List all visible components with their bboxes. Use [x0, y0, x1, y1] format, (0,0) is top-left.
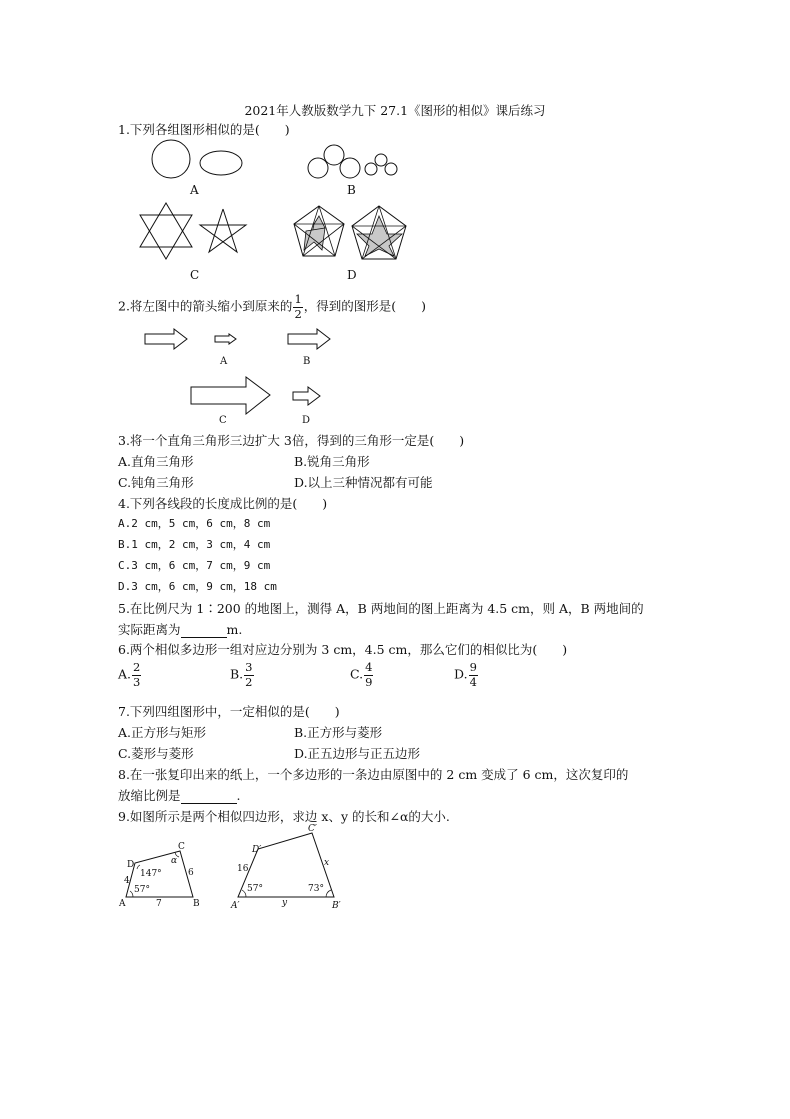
- q9-fig1-label-b: B: [193, 899, 200, 909]
- q9-fig1-label-d: D: [127, 860, 135, 870]
- q5-answer-blank[interactable]: [181, 622, 227, 638]
- q2-original-arrow: [144, 328, 188, 350]
- q2-frac-den: 2: [294, 306, 302, 321]
- q3-option-d: D.以上三种情况都有可能: [294, 475, 433, 490]
- q9-quadrilateral-abcd: [118, 838, 208, 910]
- q1-label-d: D: [347, 268, 357, 282]
- q6-option-d: [454, 662, 479, 688]
- question-1-stem: 1.下列各组图形相似的是( ): [118, 122, 290, 137]
- q2-stem-before: 2.将左图中的箭头缩小到原来的: [118, 298, 293, 314]
- q9-fig2-angle-a: 57°: [247, 884, 263, 894]
- q6-option-d-letter: D.: [454, 666, 468, 682]
- q4-option-a: A.2 cm，5 cm，6 cm，8 cm: [118, 517, 271, 530]
- q9-fig1-side-bc: 6: [188, 868, 194, 878]
- q2-label-c: C: [219, 415, 227, 426]
- question-5-line-2: [118, 620, 242, 638]
- q7-option-d: D.正五边形与正五边形: [294, 746, 421, 761]
- q2-label-a: A: [220, 356, 228, 367]
- question-8-line-1: 8.在一张复印出来的纸上，一个多边形的一条边由原图中的 2 cm 变成了 6 cm，这次复印的: [118, 767, 629, 782]
- q6-option-b-letter: B.: [230, 666, 244, 682]
- q7-option-a: A.正方形与矩形: [118, 725, 207, 740]
- q2-label-d: D: [302, 415, 311, 426]
- q6-option-c-den: 9: [365, 674, 373, 689]
- q6-option-c-letter: C.: [350, 666, 364, 682]
- q6-option-c: [350, 662, 374, 688]
- q3-option-a: A.直角三角形: [118, 454, 194, 469]
- q9-fig1-label-a: A: [119, 899, 126, 909]
- q1-figure-c: [136, 200, 256, 262]
- q2-stem-after: ，得到的图形是( ): [303, 298, 427, 314]
- q6-option-d-num: 9: [469, 660, 477, 674]
- q6-option-a-num: 2: [133, 660, 141, 674]
- q4-option-c: C.3 cm，6 cm，7 cm，9 cm: [118, 559, 271, 572]
- q1-figure-a: [150, 138, 250, 183]
- q6-option-b-den: 2: [245, 674, 253, 689]
- q2-arrow-b: [287, 328, 331, 350]
- q3-option-c: C.钝角三角形: [118, 475, 194, 490]
- q4-option-d: D.3 cm，6 cm，9 cm，18 cm: [118, 580, 277, 593]
- q5-line2-before: 实际距离为: [118, 622, 181, 637]
- q1-label-b: B: [347, 183, 356, 197]
- q7-option-b: B.正方形与菱形: [294, 725, 383, 740]
- question-2-stem: [118, 294, 426, 320]
- q7-option-c: C.菱形与菱形: [118, 746, 194, 761]
- q9-fig1-label-c: C: [178, 842, 185, 852]
- question-4-stem: 4.下列各线段的长度成比例的是( ): [118, 496, 328, 511]
- q2-arrow-d: [292, 386, 322, 406]
- question-3-stem: 3.将一个直角三角形三边扩大 3倍，得到的三角形一定是( ): [118, 433, 465, 448]
- q4-option-b: B.1 cm，2 cm，3 cm，4 cm: [118, 538, 271, 551]
- q8-answer-blank[interactable]: [181, 788, 237, 804]
- q9-fig2-side-ab: y: [282, 898, 288, 908]
- q9-fig2-label-b: B′: [332, 901, 341, 911]
- q9-fig2-side-ad: 16: [237, 864, 249, 874]
- q1-figure-d: [292, 204, 416, 264]
- q9-fig2-side-bc: x: [324, 858, 330, 868]
- question-5-line-1: 5.在比例尺为 1∶200 的地图上，测得 A，B 两地间的图上距离为 4.5 cm，则 A，B 两地间的: [118, 601, 644, 616]
- question-8-line-2: [118, 786, 241, 804]
- q9-fig1-angle-d: 147°: [140, 869, 162, 879]
- q5-line2-after: m.: [226, 622, 243, 637]
- q8-line2-before: 放缩比例是: [118, 788, 181, 803]
- q1-label-c: C: [190, 268, 200, 282]
- q1-label-a: A: [190, 183, 199, 197]
- q9-fig2-angle-b: 73°: [308, 884, 324, 894]
- q9-fig1-angle-a: 57°: [134, 885, 150, 895]
- question-6-stem: 6.两个相似多边形一组对应边分别为 3 cm，4.5 cm，那么它们的相似比为( ): [118, 642, 568, 657]
- q6-option-a: [118, 662, 142, 688]
- question-7-stem: 7.下列四组图形中，一定相似的是( ): [118, 704, 340, 719]
- q2-fraction: [293, 294, 302, 320]
- q3-option-b: B.锐角三角形: [294, 454, 370, 469]
- q6-option-d-den: 4: [469, 674, 477, 689]
- q9-fig2-label-d: D′: [252, 845, 262, 855]
- page-title: 2021年人教版数学九下 27.1《图形的相似》课后练习: [244, 103, 546, 118]
- q2-frac-num: 1: [294, 292, 302, 306]
- q6-option-b-num: 3: [245, 660, 253, 674]
- q2-label-b: B: [303, 356, 311, 367]
- question-9-stem: 9.如图所示是两个相似四边形，求边 x、y 的长和∠α的大小.: [118, 809, 450, 824]
- q2-arrow-c: [190, 376, 272, 416]
- q6-option-a-den: 3: [133, 674, 141, 689]
- q6-option-a-letter: A.: [118, 666, 132, 682]
- q9-fig2-label-a: A′: [231, 901, 240, 911]
- q9-fig2-label-c: C′: [308, 824, 317, 834]
- q9-fig1-side-ad: 4: [124, 876, 130, 886]
- q8-line2-after: .: [236, 788, 241, 803]
- q1-figure-b: [305, 142, 405, 182]
- q6-option-c-num: 4: [365, 660, 373, 674]
- q9-quadrilateral-a1b1c1d1: [228, 822, 348, 914]
- q9-fig1-side-ab: 7: [156, 899, 162, 909]
- q2-arrow-a: [214, 333, 238, 345]
- q6-option-b: [230, 662, 255, 688]
- q9-fig1-alpha: α: [171, 856, 178, 866]
